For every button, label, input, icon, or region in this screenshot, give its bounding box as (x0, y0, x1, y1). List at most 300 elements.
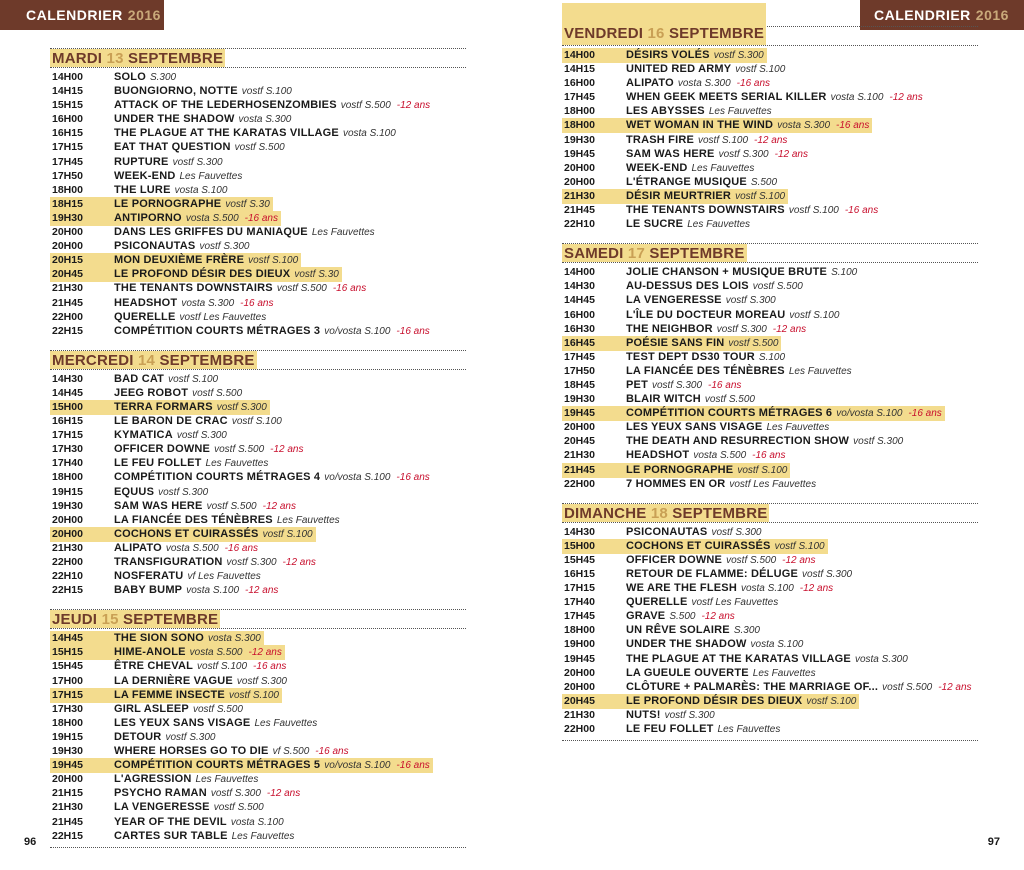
film-title: LA DERNIÈRE VAGUE (114, 674, 233, 687)
screening-info: vosta S.500 (693, 450, 747, 462)
film-title: SAM WAS HERE (114, 499, 203, 512)
screening-time: 16H15 (52, 415, 83, 428)
screening-row (562, 48, 978, 62)
film-title: LE PROFOND DÉSIR DES DIEUX (626, 694, 803, 707)
film-title: COMPÉTITION COURTS MÉTRAGES 5 (114, 759, 321, 772)
screening-info: vostf Les Fauvettes (691, 597, 779, 609)
screening-row (50, 583, 466, 597)
screening-info: vostf S.500 (882, 681, 933, 693)
screening-time: 20H00 (52, 513, 83, 526)
screening-row (562, 525, 978, 539)
day-section (562, 26, 978, 231)
screening-info: Les Fauvettes (766, 422, 830, 434)
film-title: RETOUR DE FLAMME: DÉLUGE (626, 568, 799, 580)
day-header (562, 243, 978, 263)
film-title: BUONGIORNO, NOTTE (114, 85, 238, 98)
screening-time: 17H45 (564, 610, 595, 623)
film-title: EQUUS (114, 485, 155, 498)
day-title (50, 351, 257, 369)
film-title: MON DEUXIÈME FRÈRE (114, 254, 245, 267)
screening-time: 20H45 (564, 694, 595, 707)
screening-time: 17H45 (52, 155, 83, 168)
film-title: UNDER THE SHADOW (626, 638, 747, 651)
age-rating: -16 ans (240, 297, 274, 309)
screening-info: vosta S.100 (342, 128, 396, 140)
highlight-marker (562, 406, 945, 421)
screening-row (50, 815, 466, 829)
screening-info: vostf S.100 (698, 134, 749, 146)
screening-time: 19H30 (52, 499, 83, 512)
screening-row (50, 197, 466, 211)
screening-info: S.300 (733, 625, 760, 637)
day-number: 18 (650, 504, 668, 522)
screening-row (50, 126, 466, 140)
month: SEPTEMBRE (159, 351, 255, 369)
screening-info: vosta S.300 (854, 653, 908, 665)
banner-label: CALENDRIER (874, 7, 971, 23)
age-rating: -16 ans (253, 661, 287, 673)
screening-row (50, 310, 466, 324)
screening-row (562, 581, 978, 595)
screening-time: 19H15 (52, 730, 83, 743)
screening-info: vostf S.500 (704, 394, 755, 406)
day-header (562, 26, 978, 46)
screening-info: vostf S.300 (165, 731, 216, 743)
screening-time: 21H30 (52, 801, 83, 814)
day-title (50, 49, 225, 67)
screening-info: vostf S.300 (172, 156, 223, 168)
screening-row (562, 293, 978, 307)
highlight-marker (562, 539, 828, 554)
screening-info: vostf S.500 (726, 554, 777, 566)
screening-time: 21H30 (564, 708, 595, 721)
day-title (562, 504, 769, 522)
film-title: LE PORNOGRAPHE (114, 197, 222, 210)
screening-row (562, 448, 978, 462)
screening-row (50, 253, 466, 267)
screening-time: 19H00 (564, 638, 595, 651)
film-title: QUERELLE (114, 310, 176, 323)
screening-time: 19H45 (564, 147, 595, 160)
film-title: NOSFERATU (114, 570, 184, 583)
age-rating: -16 ans (752, 450, 786, 462)
screening-info: vo/vosta S.100 (836, 408, 903, 420)
screening-row (50, 716, 466, 730)
film-title: WE ARE THE FLESH (626, 582, 737, 595)
screening-info: vostf Les Fauvettes (729, 478, 817, 490)
screening-time: 17H15 (52, 141, 83, 154)
screening-row (562, 637, 978, 651)
screening-info: Les Fauvettes (708, 106, 772, 118)
screening-info: vosta S.300 (181, 297, 235, 309)
day-title (562, 244, 747, 262)
calendar-banner (0, 0, 164, 30)
screening-info: Les Fauvettes (687, 219, 751, 231)
film-title: L'ÉTRANGE MUSIQUE (626, 175, 747, 188)
page-right (512, 0, 1024, 870)
screening-row (50, 569, 466, 583)
page-number: 97 (987, 836, 1000, 848)
month: SEPTEMBRE (672, 504, 768, 522)
screening-info: vosta S.500 (189, 647, 243, 659)
screening-time: 20H00 (52, 773, 83, 786)
screening-time: 20H00 (564, 175, 595, 188)
film-title: COCHONS ET CUIRASSÉS (114, 527, 259, 540)
screening-time: 21H45 (564, 463, 595, 476)
screening-time: 22H10 (52, 570, 83, 583)
screening-info: vostf S.100 (168, 373, 219, 385)
screening-row (562, 336, 978, 350)
highlight-marker (50, 645, 285, 660)
screening-info: vostf S.300 (199, 241, 250, 253)
weekday: MERCREDI (52, 351, 134, 369)
day-header (562, 503, 978, 523)
screening-row (562, 666, 978, 680)
screening-time: 22H15 (52, 324, 83, 337)
highlight-marker (50, 253, 301, 268)
screening-row (562, 161, 978, 175)
screening-time: 18H00 (564, 624, 595, 637)
film-title: YEAR OF THE DEVIL (114, 815, 227, 828)
age-rating: -12 ans (754, 134, 788, 146)
screening-time: 20H00 (564, 666, 595, 679)
film-title: ANTIPORNO (114, 211, 182, 224)
screening-info: vostf S.100 (806, 695, 857, 707)
film-title: L'AGRESSION (114, 773, 192, 786)
screening-row (562, 420, 978, 434)
age-rating: -16 ans (332, 283, 367, 295)
screening-info: vostf S.500 (234, 142, 285, 154)
screening-info: vostf S.500 (192, 387, 243, 399)
film-title: LE FEU FOLLET (114, 457, 202, 470)
screening-time: 18H00 (52, 471, 83, 484)
film-title: JOLIE CHANSON + MUSIQUE BRUTE (626, 266, 828, 279)
screening-time: 22H00 (564, 477, 595, 490)
screening-time: 14H00 (564, 49, 595, 61)
film-title: LA GUEULE OUVERTE (626, 666, 749, 679)
age-rating: -16 ans (736, 78, 771, 90)
weekday: JEUDI (52, 611, 98, 629)
screening-row (562, 279, 978, 293)
screening-row (562, 350, 978, 364)
film-title: DÉSIRS VOLÉS (626, 49, 710, 61)
screening-info: vostf S.300 (652, 379, 703, 391)
screening-row (562, 392, 978, 406)
screening-time: 20H00 (52, 226, 83, 239)
screening-time: 17H50 (564, 364, 595, 377)
film-title: LE FEU FOLLET (626, 723, 714, 736)
highlight-marker (50, 211, 281, 226)
film-title: UN RÊVE SOLAIRE (626, 624, 730, 637)
age-rating: -12 ans (248, 647, 282, 659)
screening-info: vostf S.500 (728, 337, 779, 349)
screening-time: 16H00 (52, 113, 83, 126)
screening-time: 21H30 (52, 541, 83, 554)
day-section (562, 503, 978, 741)
screening-list (50, 70, 466, 338)
screening-info: Les Fauvettes (254, 717, 318, 729)
screening-info: vostf S.100 (788, 205, 839, 217)
film-title: HEADSHOT (114, 296, 178, 309)
film-title: OFFICER DOWNE (114, 443, 211, 456)
highlight-marker (50, 400, 270, 415)
film-title: THE TENANTS DOWNSTAIRS (626, 204, 785, 217)
highlight-marker (50, 758, 433, 773)
screening-row (50, 84, 466, 98)
screening-row (562, 708, 978, 722)
day-section (50, 609, 466, 847)
age-rating: -12 ans (938, 681, 972, 693)
screening-info: S.300 (149, 72, 177, 83)
screening-info: vostf S.100 (228, 689, 279, 701)
screening-list (50, 372, 466, 598)
screening-time: 18H00 (52, 183, 83, 196)
screening-row (562, 609, 978, 623)
screening-info: vostf S.300 (176, 430, 227, 442)
screening-info: vostf S.500 (276, 283, 327, 295)
screening-row (562, 118, 978, 132)
highlight-marker (562, 694, 859, 709)
screening-row (50, 758, 466, 772)
highlight-marker (50, 267, 342, 282)
screening-row (50, 239, 466, 253)
film-title: DANS LES GRIFFES DU MANIAQUE (114, 226, 308, 239)
screening-time: 14H15 (52, 85, 83, 98)
screening-time: 20H00 (52, 240, 83, 253)
day-number: 16 (647, 25, 665, 42)
screening-time: 19H30 (52, 745, 83, 758)
screening-info: S.100 (758, 351, 786, 363)
screening-row (50, 631, 466, 645)
screening-row (562, 623, 978, 637)
film-title: TRASH FIRE (626, 133, 694, 146)
dotted-divider (50, 847, 466, 848)
screening-row (50, 155, 466, 169)
screening-info: vo/vosta S.100 (324, 760, 391, 772)
screening-info: vosta S.100 (230, 816, 284, 828)
age-rating: -16 ans (396, 325, 430, 337)
film-title: L'ÎLE DU DOCTEUR MOREAU (626, 308, 786, 321)
screening-row (562, 595, 978, 609)
screening-info: Les Fauvettes (231, 830, 295, 842)
screening-list (50, 631, 466, 842)
film-title: CLÔTURE + PALMARÈS: THE MARRIAGE OF... (626, 680, 879, 693)
age-rating: -12 ans (782, 554, 816, 566)
screening-time: 21H15 (52, 787, 83, 800)
film-title: WHEN GEEK MEETS SERIAL KILLER (626, 91, 827, 104)
screening-info: vostf S.300 (210, 788, 261, 800)
screening-time: 15H15 (52, 99, 83, 112)
screening-time: 17H15 (52, 688, 83, 701)
screening-row (50, 730, 466, 744)
screening-time: 14H45 (52, 386, 83, 399)
film-title: THE SION SONO (114, 632, 204, 645)
day-header (50, 350, 466, 370)
film-title: BAD CAT (114, 372, 165, 385)
age-rating: -12 ans (799, 583, 834, 595)
film-title: PSICONAUTAS (626, 525, 708, 538)
screening-info: vostf Les Fauvettes (179, 311, 267, 323)
film-title: QUERELLE (626, 596, 688, 609)
schedule-column (562, 26, 978, 753)
screening-row (50, 659, 466, 673)
screening-row (562, 722, 978, 736)
screening-info: vostf S.500 (340, 100, 391, 112)
screening-info: vostf S.300 (725, 295, 776, 307)
screening-time: 22H00 (52, 556, 83, 568)
screening-row (50, 112, 466, 126)
film-title: OFFICER DOWNE (626, 553, 723, 566)
highlight-marker (562, 189, 788, 204)
screening-time: 22H15 (52, 584, 83, 597)
screening-row (562, 406, 978, 420)
screening-row (50, 296, 466, 310)
film-title: THE PLAGUE AT THE KARATAS VILLAGE (626, 652, 851, 665)
screening-row (562, 567, 978, 581)
screening-info: vosta S.100 (186, 585, 240, 597)
day-number: 15 (101, 611, 119, 629)
screening-time: 17H45 (564, 350, 595, 363)
film-title: COCHONS ET CUIRASSÉS (626, 539, 771, 552)
screening-time: 18H45 (564, 378, 595, 391)
screening-info: vostf S.300 (853, 436, 904, 448)
banner-year: 2016 (127, 7, 161, 23)
film-title: AU-DESSUS DES LOIS (626, 280, 749, 293)
screening-row (50, 267, 466, 281)
screening-list (562, 525, 978, 736)
screening-time: 19H15 (52, 485, 83, 498)
screening-row (562, 76, 978, 90)
screening-info: vostf S.300 (216, 401, 267, 413)
screening-row (562, 133, 978, 147)
film-title: CARTES SUR TABLE (114, 829, 228, 842)
highlight-marker (50, 631, 264, 646)
screening-info: vf S.500 (272, 746, 310, 758)
screening-time: 14H45 (564, 294, 595, 307)
age-rating: -12 ans (889, 92, 923, 104)
screening-time: 15H45 (564, 553, 595, 566)
day-number: 13 (106, 50, 124, 67)
screening-time: 22H00 (52, 310, 83, 323)
film-title: COMPÉTITION COURTS MÉTRAGES 4 (114, 471, 321, 484)
screening-time: 19H45 (564, 407, 595, 420)
screening-time: 17H15 (52, 429, 83, 442)
screening-time: 18H00 (564, 119, 595, 132)
film-title: LE BARON DE CRAC (114, 415, 228, 428)
film-title: LES ABYSSES (626, 105, 705, 118)
screening-time: 16H15 (564, 568, 595, 580)
film-title: NUTS! (626, 708, 661, 721)
screening-time: 22H10 (564, 218, 595, 231)
screening-info: Les Fauvettes (752, 667, 816, 679)
month: SEPTEMBRE (128, 50, 224, 67)
screening-info: vostf S.100 (231, 416, 282, 428)
screening-row (50, 98, 466, 112)
screening-time: 17H30 (52, 702, 83, 715)
screening-info: vostf S.300 (664, 709, 715, 721)
screening-info: Les Fauvettes (195, 774, 259, 786)
screening-time: 20H00 (564, 161, 595, 174)
screening-info: Les Fauvettes (276, 514, 340, 526)
film-title: ALIPATO (626, 77, 674, 90)
screening-row (562, 539, 978, 553)
screening-time: 14H00 (564, 266, 595, 279)
film-title: LA VENGERESSE (626, 294, 722, 307)
screening-row (50, 324, 466, 338)
screening-info: vf Les Fauvettes (187, 571, 261, 583)
screening-row (50, 527, 466, 541)
screening-info: vosta S.100 (740, 583, 794, 595)
screening-time: 14H30 (564, 280, 595, 293)
screening-info: vostf S.500 (752, 281, 803, 293)
age-rating: -12 ans (262, 500, 296, 512)
film-title: TERRA FORMARS (114, 400, 213, 413)
film-title: WHERE HORSES GO TO DIE (114, 745, 269, 758)
screening-info: vosta S.100 (830, 92, 884, 104)
screening-row (50, 702, 466, 716)
screening-time: 14H45 (52, 632, 83, 645)
film-title: SAM WAS HERE (626, 147, 715, 160)
age-rating: -12 ans (282, 557, 316, 568)
screening-info: vosta S.100 (174, 184, 228, 196)
film-title: BLAIR WITCH (626, 393, 701, 406)
screening-row (562, 322, 978, 336)
screening-info: vo/vosta S.100 (324, 472, 391, 484)
schedule-column (50, 48, 466, 860)
film-title: EAT THAT QUESTION (114, 141, 231, 154)
film-title: WEEK-END (626, 161, 688, 174)
screening-info: vostf S.100 (789, 309, 840, 321)
screening-row (50, 386, 466, 400)
age-rating: -12 ans (266, 788, 301, 800)
day-title (50, 610, 220, 628)
screening-row (562, 217, 978, 231)
film-title: LA VENGERESSE (114, 801, 210, 814)
film-title: THE NEIGHBOR (626, 322, 713, 335)
screening-time: 19H45 (52, 759, 83, 772)
screening-row (562, 90, 978, 104)
film-title: POÉSIE SANS FIN (626, 336, 725, 349)
screening-time: 19H45 (564, 652, 595, 665)
screening-row (562, 203, 978, 217)
screening-row (562, 694, 978, 708)
screening-info: Les Fauvettes (311, 227, 375, 239)
highlight-marker (562, 118, 872, 133)
screening-row (562, 553, 978, 567)
screening-row (50, 281, 466, 295)
age-rating: -16 ans (908, 408, 942, 420)
screening-row (50, 428, 466, 442)
day-title (562, 3, 766, 45)
screening-row (562, 434, 978, 448)
screening-time: 16H00 (564, 77, 595, 90)
screening-time: 21H45 (52, 815, 83, 828)
screening-time: 19H30 (564, 133, 595, 146)
film-title: LA FIANCÉE DES TÉNÈBRES (626, 364, 785, 377)
film-title: LES YEUX SANS VISAGE (114, 716, 251, 729)
screening-info: vostf S.100 (248, 255, 299, 267)
screening-info: vostf S.500 (213, 802, 264, 814)
screening-info: vosta S.100 (750, 639, 804, 651)
screening-time: 21H45 (52, 296, 83, 309)
screening-row (562, 147, 978, 161)
weekday: DIMANCHE (564, 504, 647, 522)
age-rating: -12 ans (701, 611, 735, 623)
screening-time: 21H30 (564, 189, 595, 202)
screening-time: 20H15 (52, 254, 83, 267)
screening-info: vostf S.100 (774, 540, 825, 552)
screening-row (562, 652, 978, 666)
